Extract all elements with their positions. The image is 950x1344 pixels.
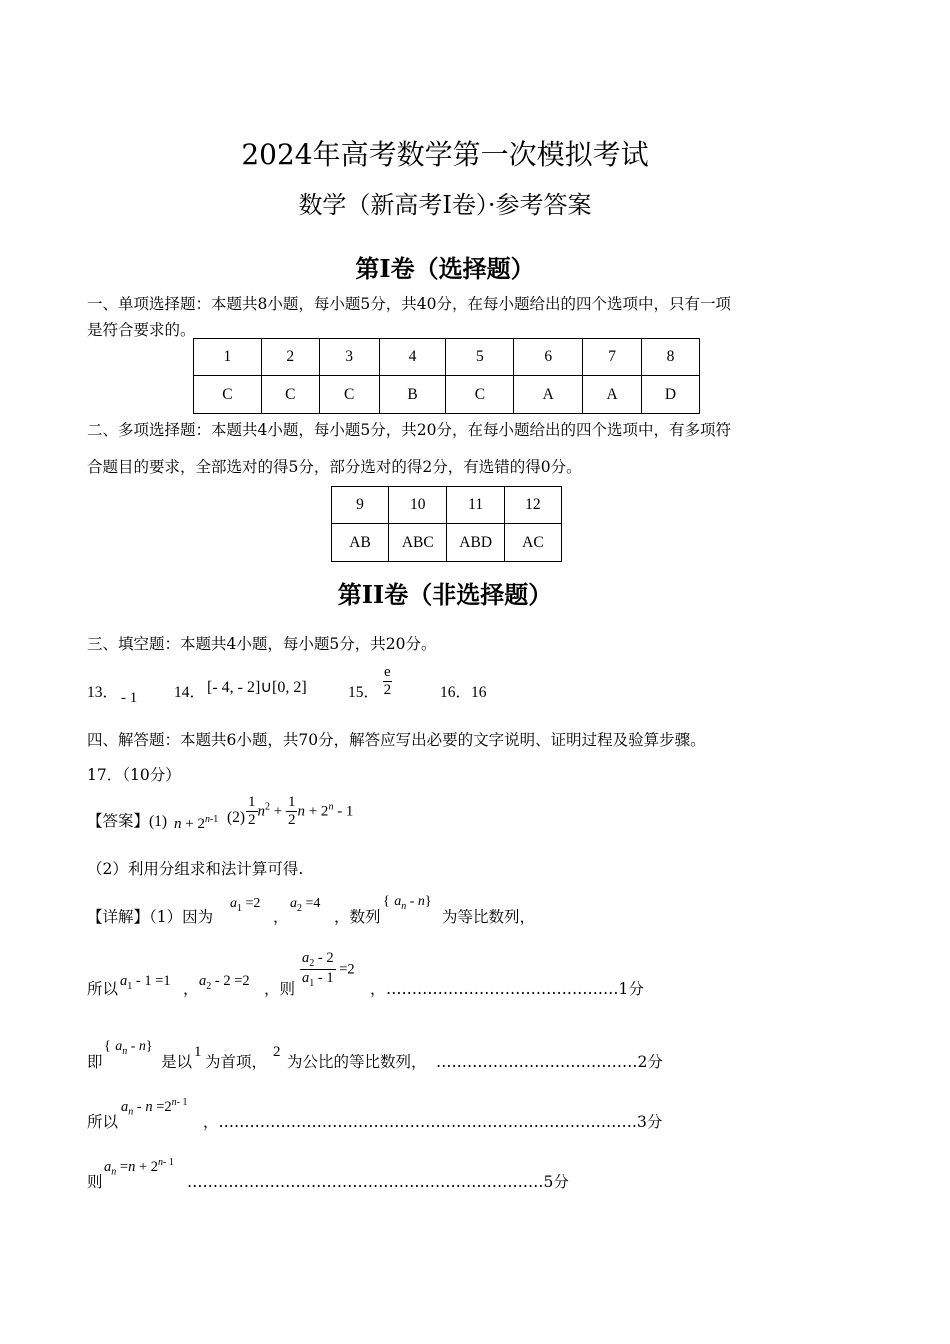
step1-formula-a: $a_1 - 1 =1$ (120, 973, 171, 992)
section1-instruction-line2: 是符合要求的。 (87, 321, 196, 339)
question-number-cell: 8 (642, 339, 700, 376)
step3-formula: $a_n - n =2^{n- 1}$ (121, 1097, 188, 1118)
question-number-cell: 2 (261, 339, 319, 376)
q13-label: 13． (87, 684, 119, 701)
part2-heading: 第II卷（非选择题） (337, 580, 553, 609)
question-number-cell: 3 (319, 339, 379, 376)
q15-denominator: 2 (383, 682, 392, 698)
question-number-cell: 11 (447, 487, 504, 524)
single-choice-answer-table (193, 338, 700, 414)
answer-part1-label: (1) (149, 813, 168, 830)
q15-numerator: e (384, 664, 391, 680)
detail-geometric-text: 为等比数列， (442, 908, 536, 926)
question-number-cell: 7 (583, 339, 642, 376)
answer-part1-formula: $n + 2^{n-1}$ (174, 814, 219, 832)
answer-cell: A (514, 376, 583, 414)
detail-sequence-label: ，数列 (334, 908, 381, 926)
answer-cell: C (319, 376, 379, 414)
step2-score: …………………………………2分 (436, 1053, 663, 1071)
step2-text3: 为公比的等比数列， (287, 1053, 427, 1071)
answer-cell: AC (504, 524, 561, 562)
step3-score: ，………………………………………………………………………3分 (203, 1113, 663, 1131)
section2-instruction-line1: 二、多项选择题：本题共4小题，每小题5分，共20分，在每小题给出的四个选项中，有多项符 (87, 421, 731, 439)
step2-text1: 是以 (161, 1053, 193, 1071)
page-title: 2024年高考数学第一次模拟考试 (241, 138, 649, 171)
q16-answer: 16．16 (440, 684, 487, 701)
answer-cell: D (642, 376, 700, 414)
answer-line (87, 809, 167, 831)
question-number-cell: 9 (332, 487, 389, 524)
detail-intro: （1）因为 (149, 908, 214, 926)
step2-ratio: 2 (273, 1044, 281, 1060)
question-number-cell: 4 (379, 339, 446, 376)
detail-sequence-formula: { $a_n - n$} (383, 894, 432, 912)
step4-formula: $a_n =n + 2^{n- 1}$ (104, 1157, 174, 1178)
step2-first-term: 1 (194, 1044, 202, 1060)
step1-score: ………………………………………1分 (386, 980, 644, 998)
detail-a2-formula: $a_2 =4$ (290, 896, 321, 914)
detail-a1-formula: $a_1 =2$ (230, 896, 261, 914)
q15-label: 15． (348, 684, 380, 701)
detail-line (87, 905, 213, 927)
q15-answer-fraction (383, 664, 392, 699)
question-number-cell: 12 (504, 487, 561, 524)
step1-prefix: 所以 (87, 980, 119, 998)
answer-cell: A (583, 376, 642, 414)
section4-heading: 四、解答题：本题共6小题，共70分，解答应写出必要的文字说明、证明过程及验算步骤。 (87, 731, 706, 749)
answer-cell: C (194, 376, 262, 414)
step3-prefix: 所以 (87, 1113, 119, 1131)
question-number-cell: 5 (446, 339, 514, 376)
step1-then: ，则 (264, 980, 296, 998)
comma: ， (273, 908, 289, 926)
answer-cell: ABC (389, 524, 447, 562)
step2-sequence-formula: { $a_n - n$} (104, 1039, 153, 1057)
section2-instruction-line2: 合题目的要求，全部选对的得5分，部分选对的得2分，有选错的得0分。 (87, 458, 582, 476)
q17-label: 17．（10分） (87, 766, 181, 784)
answer-part2-label: (2) (227, 809, 246, 826)
answer-cell: B (379, 376, 446, 414)
comma: ， (183, 980, 199, 998)
question-number-cell: 1 (194, 339, 262, 376)
section1-instruction-line1: 一、单项选择题：本题共8小题，每小题5分，共40分，在每小题给出的四个选项中，只有一项 (87, 295, 731, 313)
step2-text2: 为首项， (205, 1053, 268, 1071)
section3-heading: 三、填空题：本题共4小题，每小题5分，共20分。 (87, 635, 437, 653)
answer-cell: C (261, 376, 319, 414)
part1-heading: 第I卷（选择题） (355, 254, 535, 283)
comma: ， (370, 980, 386, 998)
q14-answer: [- 4, - 2]∪[0, 2] (207, 679, 307, 696)
answer-part2-formula: $\frac{1}{2}$ $n^2$ + $\frac{1}{2}$ $n + 2^n - 1$ (248, 794, 354, 828)
question-number-cell: 6 (514, 339, 583, 376)
step4-prefix: 则 (87, 1173, 103, 1191)
answer-cell: C (446, 376, 514, 414)
q14-label: 14． (174, 684, 206, 701)
multi-choice-answer-table (331, 486, 562, 562)
part2-method-text: （2）利用分组求和法计算可得. (87, 860, 304, 878)
step1-fraction: $\frac{a_2 - 2}{a_1 - 1}$ =2 (302, 950, 355, 989)
step4-score: ……………………………………………………………5分 (187, 1173, 569, 1191)
detail-label: 【详解】 (87, 908, 150, 926)
step1-formula-b: $a_2 - 2 =2$ (199, 973, 250, 992)
step2-prefix: 即 (87, 1053, 103, 1071)
question-number-cell: 10 (389, 487, 447, 524)
answer-cell: AB (332, 524, 389, 562)
page-subtitle: 数学（新高考I卷）·参考答案 (298, 191, 592, 219)
answer-cell: ABD (447, 524, 504, 562)
answer-label: 【答案】 (87, 812, 150, 830)
q13-answer: - 1 (121, 690, 138, 706)
